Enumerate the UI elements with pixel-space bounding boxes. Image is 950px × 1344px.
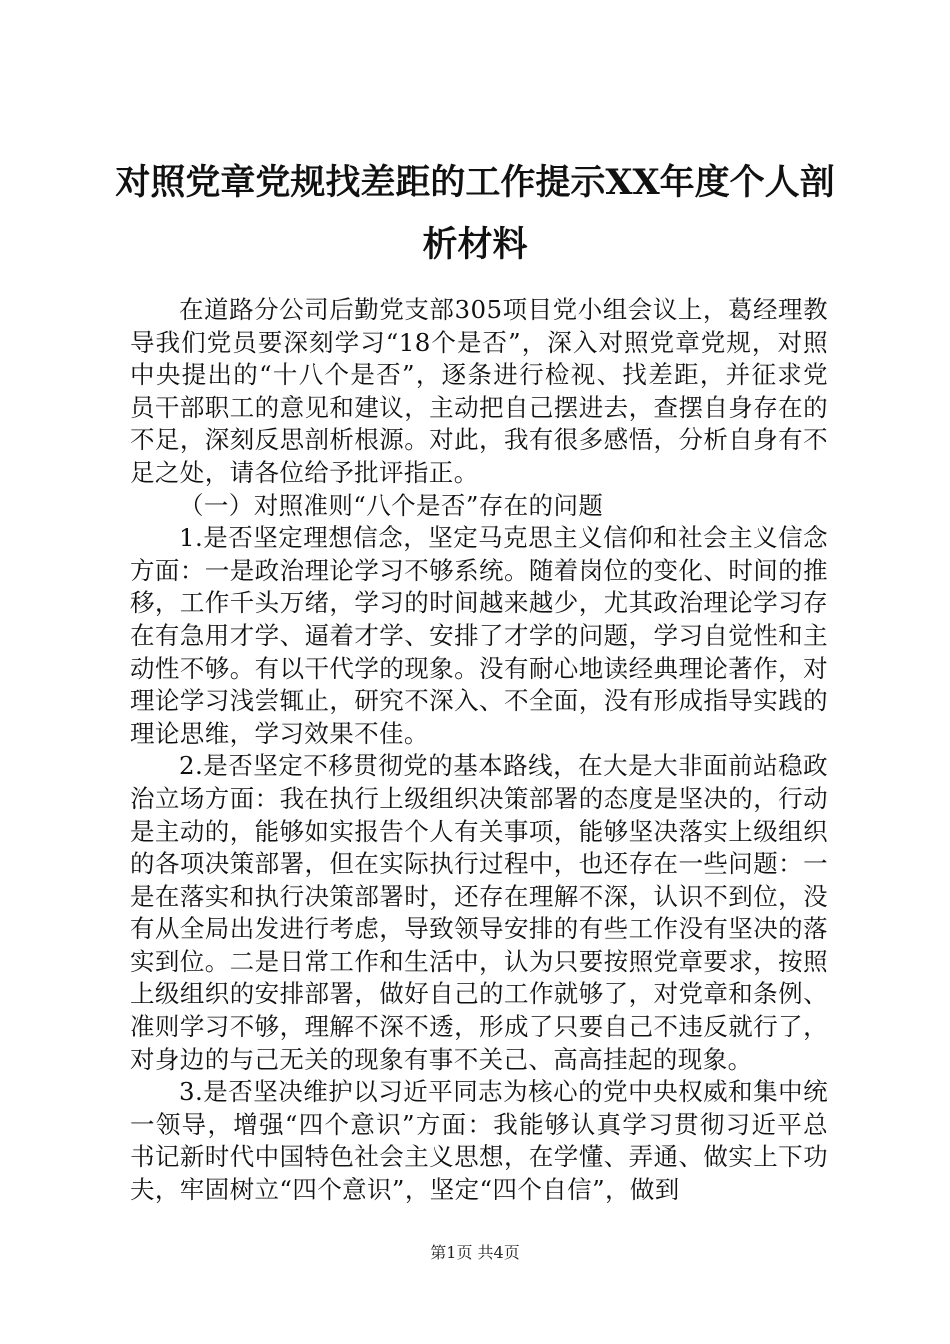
paragraph-intro: 在道路分公司后勤党支部305项目党小组会议上，葛经理教导我们党员要深刻学习“18个是否”，深入对照党章党规，对照中央提出的“十八个是否”，逐条进行检视、找差距，并征求党员干部职工的意见和建议，主动把自己摆进去，查摆自身存在的不足，深刻反思剖析根源。对此，我有很多感悟，分析自身有不足之处，请各位给予批评指正。: [130, 295, 828, 487]
document-body: [130, 294, 828, 1207]
paragraph-item-2: 2.是否坚定不移贯彻党的基本路线，在大是大非面前站稳政治立场方面：我在执行上级组织决策部署的态度是坚决的，行动是主动的，能够如实报告个人有关事项，能够坚决落实上级组织的各项决策部署，但在实际执行过程中，也还存在一些问题：一是在落实和执行决策部署时，还存在理解不深，认识不到位，没有从全局出发进行考虑，导致领导安排的有些工作没有坚决的落实到位。二是日常工作和生活中，认为只要按照党章要求，按照上级组织的安排部署，做好自己的工作就够了，对党章和条例、准则学习不够，理解不深不透，形成了只要自己不违反就行了，对身边的与己无关的现象有事不关己、高高挂起的现象。: [130, 751, 828, 1074]
document-title: 对照党章党规找差距的工作提示XX年度个人剖析材料: [115, 162, 835, 265]
paragraph-item-3: 3.是否坚决维护以习近平同志为核心的党中央权威和集中统一领导，增强“四个意识”方面：我能够认真学习贯彻习近平总书记新时代中国特色社会主义思想，在学懂、弄通、做实上下功夫，牢固树立“四个意识”，坚定“四个自信”，做到: [130, 1077, 828, 1205]
section-heading: （一）对照准则“八个是否”存在的问题: [179, 490, 604, 520]
paragraph-item-1: 1.是否坚定理想信念，坚定马克思主义信仰和社会主义信念方面：一是政治理论学习不够系统。随着岗位的变化、时间的推移，工作千头万绪，学习的时间越来越少，尤其政治理论学习存在有急用才学、逼着才学、安排了才学的问题，学习自觉性和主动性不够。有以干代学的现象。没有耐心地读经典理论著作，对理论学习浅尝辄止，研究不深入、不全面，没有形成指导实践的理论思维，学习效果不佳。: [130, 523, 828, 748]
page-footer: 第1页 共4页: [430, 1243, 520, 1262]
